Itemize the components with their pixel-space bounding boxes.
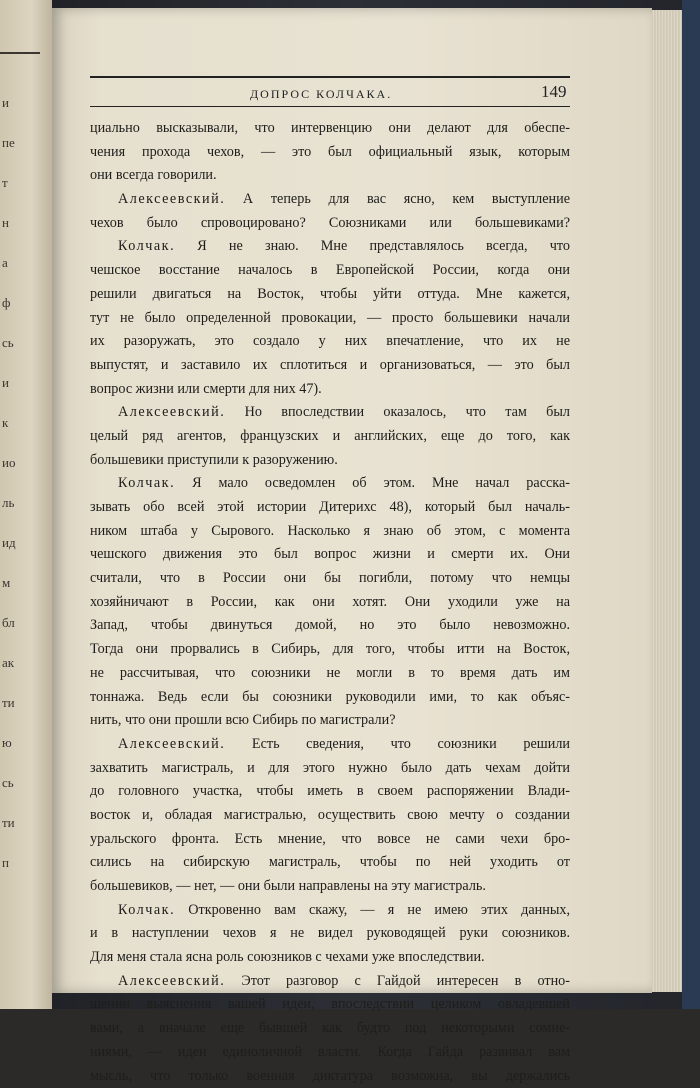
text-line xyxy=(90,141,570,165)
line-text: Этот разговор с Гайдой интересен в отно- xyxy=(225,973,570,989)
body-text xyxy=(90,117,570,1088)
line-text: Откровенно вам скажу, — я не имею этих данных, xyxy=(175,902,570,918)
text-line xyxy=(90,993,570,1017)
left-page-fragment: ио xyxy=(2,450,42,476)
line-text: зывать обо всей этой истории Дитерихс 48), который был началь- xyxy=(90,499,570,515)
line-text: Тогда они прорвались в Сибирь, для того, чтобы итти на Восток, xyxy=(90,641,570,657)
text-line xyxy=(90,283,570,307)
text-line xyxy=(90,212,570,236)
left-page-fragment: сь xyxy=(2,330,42,356)
line-text: до головного участка, чтобы иметь в своем распоряжении Влади- xyxy=(90,783,570,799)
line-text: решили двигаться на Восток, чтобы уйти оттуда. Мне кажется, xyxy=(90,286,570,302)
line-text: захватить магистраль, и для этого нужно было дать чехам дойти xyxy=(90,760,570,776)
running-header: ДОПРОС КОЛЧАКА. xyxy=(250,87,392,102)
speaker-name: Алексеевский. xyxy=(118,973,225,989)
left-page-fragment: м xyxy=(2,570,42,596)
line-text: сились на сибирскую магистраль, чтобы по ней уходить от xyxy=(90,854,570,870)
line-text: Но впоследствии оказалось, что там был xyxy=(225,404,570,420)
text-line xyxy=(90,164,570,188)
line-text: тут не было определенной провокации, — просто большевики начали xyxy=(90,310,570,326)
speaker-name: Колчак. xyxy=(118,475,175,491)
left-page-fragment: ти xyxy=(2,810,42,836)
line-text: чения прохода чехов, — это был официальный язык, которым xyxy=(90,144,570,160)
text-line xyxy=(90,378,570,402)
speaker-name: Алексеевский. xyxy=(118,404,225,420)
line-text: и в наступлении чехов я не видел руководящей руки союзников. xyxy=(90,925,570,941)
line-text: они всегда говорили. xyxy=(90,167,217,183)
text-line xyxy=(90,614,570,638)
text-line xyxy=(90,543,570,567)
left-page-fragment: ф xyxy=(2,290,42,316)
left-page-fragment: пе xyxy=(2,130,42,156)
text-line xyxy=(90,638,570,662)
left-page-fragment: п xyxy=(2,850,42,876)
text-line xyxy=(90,307,570,331)
line-text: Для меня стала ясна роль союзников с чехами уже впоследствии. xyxy=(90,949,485,965)
line-text: считали, что в России они бы погибли, потому что немцы xyxy=(90,570,570,586)
left-page-edge xyxy=(0,0,52,1009)
text-line xyxy=(90,567,570,591)
text-line xyxy=(90,899,570,923)
left-page-fragment: ль xyxy=(2,490,42,516)
text-line xyxy=(90,946,570,970)
text-line xyxy=(90,780,570,804)
line-text: вами, а вначале еще бывшей как будто под некоторыми сомне- xyxy=(90,1020,570,1036)
line-text: большевиков, — нет, — они были направлены на эту магистраль. xyxy=(90,878,486,894)
line-text: чешское восстание началось в Европейской России, когда они xyxy=(90,262,570,278)
line-text: нить, что они прошли всю Сибирь по магистрали? xyxy=(90,712,396,728)
speaker-name: Колчак. xyxy=(118,902,175,918)
left-page-fragment: ю xyxy=(2,730,42,756)
text-line xyxy=(90,496,570,520)
text-line xyxy=(90,828,570,852)
left-page-rule xyxy=(0,52,40,54)
line-text: чехов было спровоцировано? Союзниками или большевиками? xyxy=(90,215,570,231)
text-line xyxy=(90,757,570,781)
page-number: 149 xyxy=(541,82,567,102)
left-page-fragment: т xyxy=(2,170,42,196)
line-text: вопрос жизни или смерти для них 47). xyxy=(90,381,322,397)
text-line xyxy=(90,851,570,875)
text-line xyxy=(90,875,570,899)
line-text: большевики приступили к разоружению. xyxy=(90,452,338,468)
text-line xyxy=(90,922,570,946)
line-text: циально высказывали, что интервенцию они делают для обеспе- xyxy=(90,120,570,136)
line-text: Я не знаю. Мне представлялось всегда, что xyxy=(175,238,570,254)
text-line xyxy=(90,354,570,378)
line-text: ником штаба у Сырового. Насколько я знаю об этом, с момента xyxy=(90,523,570,539)
text-line xyxy=(90,235,570,259)
line-text: целый ряд агентов, французских и английских, еще до того, как xyxy=(90,428,570,444)
left-page-fragment: ти xyxy=(2,690,42,716)
text-line xyxy=(90,662,570,686)
page-stack-edge xyxy=(652,10,682,992)
line-text: выпустят, и заставило их сплотиться и организоваться, — это был xyxy=(90,357,570,373)
left-page-fragment: к xyxy=(2,410,42,436)
line-text: их разоружать, это создало у них впечатление, что их не xyxy=(90,333,570,349)
line-text: А теперь для вас ясно, кем выступление xyxy=(225,191,570,207)
left-page-fragment: н xyxy=(2,210,42,236)
text-line xyxy=(90,970,570,994)
text-line xyxy=(90,259,570,283)
text-line xyxy=(90,804,570,828)
left-page-fragment: бл xyxy=(2,610,42,636)
line-text: не рассчитывая, что союзники не могли в то время дать им xyxy=(90,665,570,681)
line-text: восток и, обладая магистралью, осуществить свою мечту о создании xyxy=(90,807,570,823)
text-line xyxy=(90,520,570,544)
left-page-fragment: и xyxy=(2,90,42,116)
speaker-name: Алексеевский. xyxy=(118,736,225,752)
line-text: Есть сведения, что союзники решили xyxy=(225,736,570,752)
left-page-fragment: ид xyxy=(2,530,42,556)
line-text: хозяйничают в России, как они хотят. Они уходили уже на xyxy=(90,594,570,610)
line-text: уральского фронта. Есть мнение, что вовсе не сами чехи бро- xyxy=(90,831,570,847)
speaker-name: Алексеевский. xyxy=(118,191,225,207)
text-line xyxy=(90,401,570,425)
header-rule-bottom xyxy=(90,106,570,107)
left-page-fragment: сь xyxy=(2,770,42,796)
text-line xyxy=(90,1065,570,1088)
line-text: мысль, что только военная диктатура возможна, вы держались xyxy=(90,1068,570,1084)
line-text: чешского движения это был вопрос жизни и смерти их. Они xyxy=(90,546,570,562)
text-line xyxy=(90,449,570,473)
text-line xyxy=(90,1017,570,1041)
line-text: ниями, — идеи единоличной власти. Когда Гайда развивал вам xyxy=(90,1044,570,1060)
left-page-fragment: а xyxy=(2,250,42,276)
text-line xyxy=(90,686,570,710)
text-line xyxy=(90,709,570,733)
book-cover xyxy=(682,0,700,1009)
text-line xyxy=(90,330,570,354)
left-page-fragment: ак xyxy=(2,650,42,676)
text-line xyxy=(90,117,570,141)
line-text: шении выяснения вашей идеи, впоследствии целиком овладевшей xyxy=(90,996,570,1012)
header-rule-top xyxy=(90,76,570,78)
text-line xyxy=(90,591,570,615)
line-text: Запад, чтобы двинуться домой, но это было невозможно. xyxy=(90,617,570,633)
text-line xyxy=(90,425,570,449)
text-line xyxy=(90,733,570,757)
text-line xyxy=(90,1041,570,1065)
left-page-fragment: и xyxy=(2,370,42,396)
line-text: Я мало осведомлен об этом. Мне начал расска- xyxy=(175,475,570,491)
speaker-name: Колчак. xyxy=(118,238,175,254)
text-line xyxy=(90,472,570,496)
line-text: тоннажа. Ведь если бы союзники руководили ими, то как объяс- xyxy=(90,689,570,705)
text-line xyxy=(90,188,570,212)
